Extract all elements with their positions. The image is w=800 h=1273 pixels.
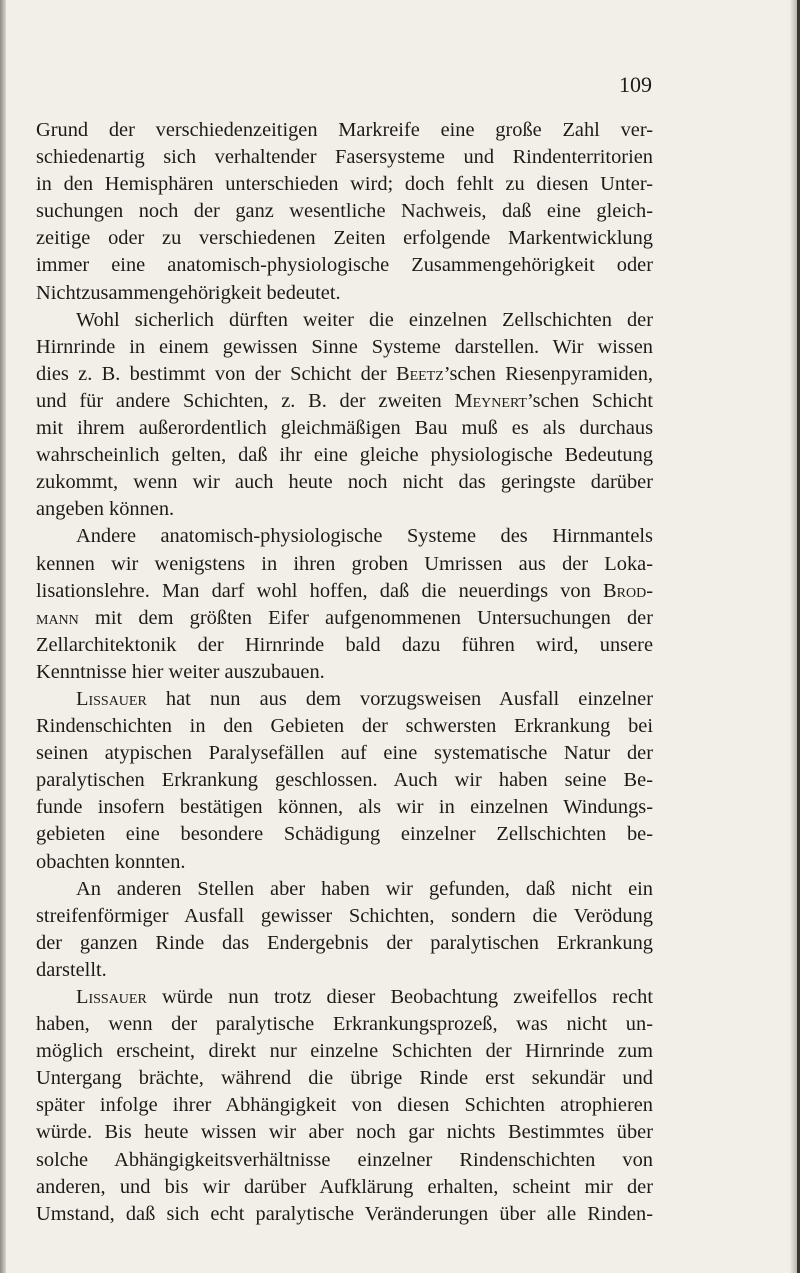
paragraph	[36, 117, 653, 307]
text-line: Kenntnisse hier weiter auszubauen.	[36, 660, 325, 683]
text-line: zukommt, wenn wir auch heute noch nicht das geringste darüber	[36, 471, 653, 494]
text-line: lisationslehre. Man darf wohl hoffen, daß die neuerdings von Brod-	[36, 579, 653, 602]
author-name: Brod-	[603, 579, 653, 602]
text-line: schiedenartig sich verhaltender Fasersysteme und Rindenterritorien	[36, 146, 653, 169]
paragraph	[36, 686, 653, 876]
author-name: Lissauer	[76, 986, 147, 1008]
text-line: paralytischen Erkrankung geschlossen. Auch wir haben seine Be-	[36, 769, 653, 792]
paragraph	[36, 523, 653, 686]
body-text	[36, 117, 653, 1228]
page-number: 109	[619, 72, 652, 97]
text-line: seinen atypischen Paralysefällen auf eine systematische Natur der	[36, 742, 653, 765]
text-line: An anderen Stellen aber haben wir gefunden, daß nicht ein	[76, 877, 653, 900]
text-line: anderen, und bis wir darüber Aufklärung erhalten, scheint mir der	[36, 1175, 653, 1198]
text-line: immer eine anatomisch-physiologische Zusammengehörigkeit oder	[36, 254, 653, 277]
text-line: Lissauer hat nun aus dem vorzugsweisen Ausfall einzelner	[76, 687, 653, 710]
text-line: Untergang brächte, während die übrige Rinde erst sekundär und	[36, 1067, 653, 1090]
text-line: Lissauer würde nun trotz dieser Beobachtung zweifellos recht	[76, 986, 653, 1008]
text-line: wahrscheinlich gelten, daß ihr eine gleiche physiologische Bedeutung	[36, 444, 653, 467]
text-line: gebieten eine besondere Schädigung einzelner Zellschichten be-	[36, 823, 653, 846]
author-name: mann	[36, 606, 79, 629]
text-line: Umstand, daß sich echt paralytische Veränderungen über alle Rinden-	[36, 1202, 653, 1225]
paragraph	[36, 984, 653, 1228]
text-line: Zellarchitektonik der Hirnrinde bald dazu führen wird, unsere	[36, 633, 653, 656]
text-line: solche Abhängigkeitsverhältnisse einzelner Rindenschichten von	[36, 1148, 653, 1171]
text-line: und für andere Schichten, z. B. der zweiten Meynert’schen Schicht	[36, 389, 654, 412]
text-line: mann mit dem größten Eifer aufgenommenen Untersuchungen der	[36, 606, 653, 629]
text-line: streifenförmiger Ausfall gewisser Schichten, sondern die Verödung	[36, 904, 653, 927]
text-line: darstellt.	[36, 958, 107, 981]
text-line: mit ihrem außerordentlich gleichmäßigen Bau muß es als durchaus	[36, 417, 653, 440]
text-line: zeitige oder zu verschiedenen Zeiten erfolgende Markentwicklung	[36, 227, 653, 250]
paragraph	[36, 307, 653, 524]
text-line: später infolge ihrer Abhängigkeit von diesen Schichten atrophieren	[36, 1094, 653, 1117]
text-line: angeben können.	[36, 498, 175, 521]
text-line: Hirnrinde in einem gewissen Sinne Systeme darstellen. Wir wissen	[36, 335, 653, 358]
author-name: Lissauer	[76, 687, 147, 710]
scan-edge-right	[790, 0, 800, 1273]
author-name: Beetz	[395, 362, 444, 385]
text-line: haben, wenn der paralytische Erkrankungsprozeß, was nicht un-	[36, 1013, 653, 1036]
text-line: kennen wir wenigstens in ihren groben Umrissen aus der Loka-	[36, 552, 653, 575]
text-line: suchungen noch der ganz wesentliche Nachweis, daß eine gleich-	[36, 200, 653, 223]
text-line: Rindenschichten in den Gebieten der schwersten Erkrankung bei	[36, 715, 653, 738]
text-line: obachten konnten.	[36, 850, 186, 873]
text-line: möglich erscheint, direkt nur einzelne Schichten der Hirnrinde zum	[36, 1040, 653, 1063]
text-line: dies z. B. bestimmt von der Schicht der Beetz’schen Riesenpyramiden,	[36, 362, 653, 385]
text-line: in den Hemisphären unterschieden wird; doch fehlt zu diesen Unter-	[36, 173, 653, 196]
text-line: funde insofern bestätigen können, als wir in einzelnen Windungs-	[36, 796, 653, 819]
paragraph	[36, 876, 653, 984]
author-name: Meynert	[454, 389, 527, 412]
text-line: Nichtzusammengehörigkeit bedeutet.	[36, 281, 341, 304]
text-line: der ganzen Rinde das Endergebnis der paralytischen Erkrankung	[36, 931, 653, 954]
text-line: Grund der verschiedenzeitigen Markreife eine große Zahl ver-	[36, 119, 653, 141]
text-line: Wohl sicherlich dürften weiter die einzelnen Zellschichten der	[76, 308, 653, 331]
text-line: würde. Bis heute wissen wir aber noch gar nichts Bestimmtes über	[36, 1121, 653, 1144]
scan-edge-left	[0, 0, 6, 1273]
text-line: Andere anatomisch-physiologische Systeme des Hirnmantels	[76, 525, 653, 548]
